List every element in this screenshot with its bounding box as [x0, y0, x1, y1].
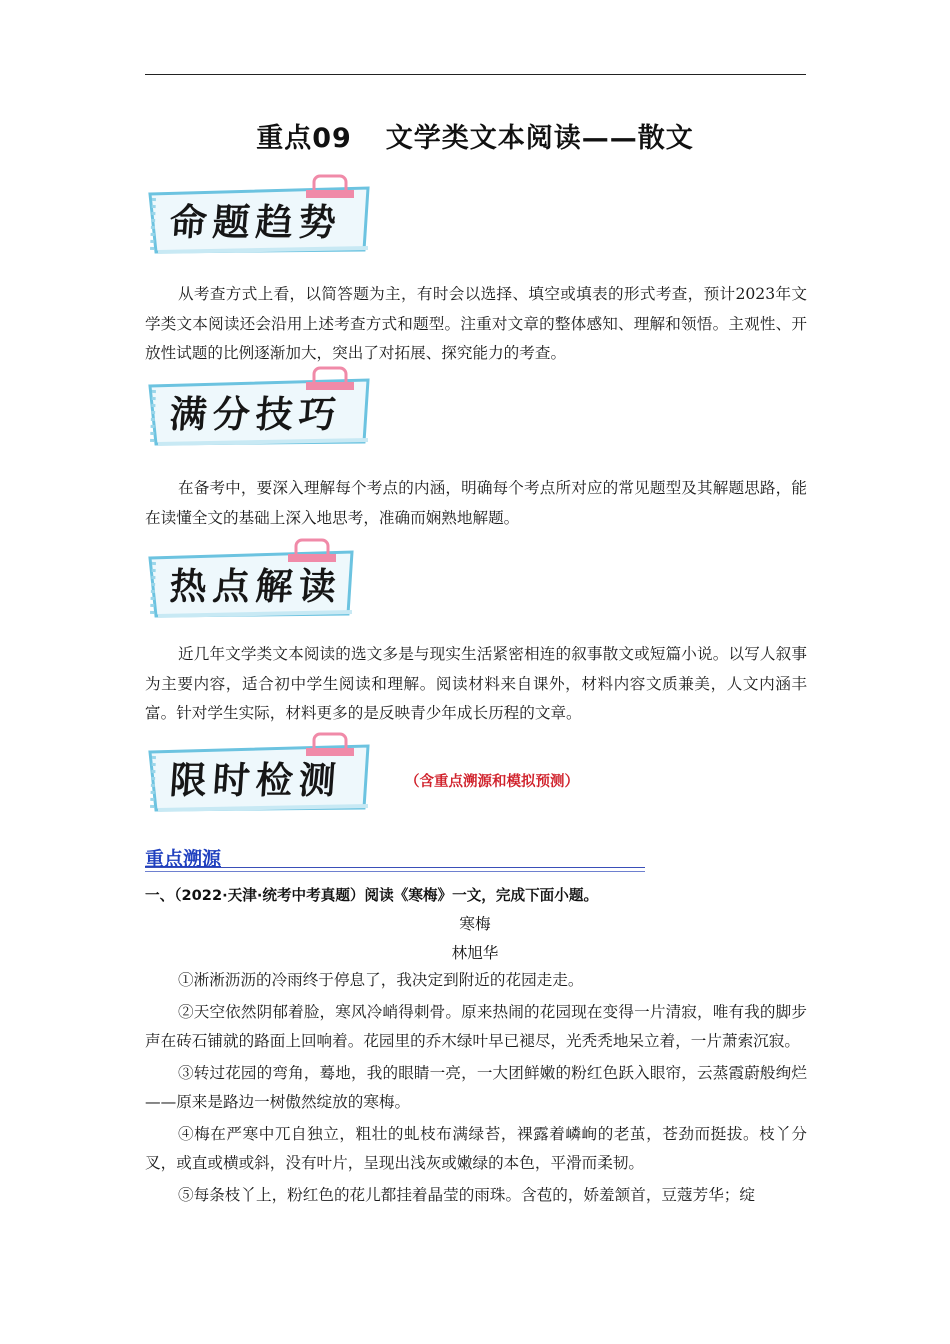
- banner-label: 热点解读: [168, 564, 344, 608]
- article-paragraph: ④梅在严寒中兀自独立，粗壮的虬枝布满绿苔，裸露着嶙峋的老茧，苍劲而挺拔。枝丫分叉，或直或横或斜，没有叶片，呈现出浅灰或嫩绿的本色，平滑而柔韧。: [145, 1124, 807, 1172]
- article-paragraph: ②天空依然阴郁着脸，寒风冷峭得刺骨。原来热闹的花园现在变得一片清寂，唯有我的脚步声在砖石铺就的路面上回响着。花园里的乔木绿叶早已褪尽，光秃秃地呆立着，一片萧索沉寂。: [145, 1002, 807, 1050]
- article-paragraph: ⑤每条枝丫上，粉红色的花儿都挂着晶莹的雨珠。含苞的，娇羞颔首，豆蔻芳华；绽: [178, 1185, 755, 1204]
- title-text: 文学类文本阅读——散文: [385, 123, 694, 154]
- banner-redian-jiedu: [146, 544, 378, 618]
- question-stem: 一、（2022·天津·统考中考真题）阅读《寒梅》一文，完成下面小题。: [145, 887, 599, 904]
- article-title: 寒梅: [459, 915, 491, 933]
- section-note: （含重点溯源和模拟预测）: [405, 774, 579, 790]
- banner-label: 满分技巧: [168, 392, 344, 436]
- subsection-rule: [145, 871, 645, 872]
- subsection-rule: [145, 867, 645, 868]
- section-paragraph: 近几年文学类文本阅读的选文多是与现实生活紧密相连的叙事散文或短篇小说。以写人叙事为主要内容，适合初中学生阅读和理解。阅读材料来自课外，材料内容文质兼美，人文内涵丰富。针对学生实际，材料更多的是反映青少年成长历程的文章。: [145, 645, 807, 722]
- article-paragraph: ③转过花园的弯角，蓦地，我的眼睛一亮，一大团鲜嫩的粉红色跃入眼帘，云蒸霞蔚般绚烂——原来是路边一树傲然绽放的寒梅。: [145, 1063, 807, 1111]
- article-author: 林旭华: [451, 944, 499, 962]
- banner-xianshi-jiance: [146, 738, 378, 812]
- banner-label: 命题趋势: [168, 200, 344, 244]
- title-code: 重点09: [256, 123, 352, 154]
- article-body: [145, 966, 807, 1212]
- page-title: [0, 116, 950, 155]
- section-paragraph: 从考查方式上看，以简答题为主，有时会以选择、填空或填表的形式考查，预计2023年文学类文本阅读还会沿用上述考查方式和题型。注重对文章的整体感知、理解和领悟。主观性、开放性试题的比例逐渐加大，突出了对拓展、探究能力的考查。: [145, 285, 807, 362]
- section-paragraph: 在备考中，要深入理解每个考点的内涵，明确每个考点所对应的常见题型及其解题思路，能在读懂全文的基础上深入地思考，准确而娴熟地解题。: [145, 479, 807, 527]
- subsection-heading: 重点溯源: [145, 848, 222, 870]
- banner-manfen-jiqiao: [146, 372, 378, 446]
- header-rule: [145, 74, 806, 75]
- banner-mingti-qushi: [146, 180, 378, 254]
- article-paragraph: ①淅淅沥沥的冷雨终于停息了，我决定到附近的花园走走。: [178, 971, 584, 989]
- banner-label: 限时检测: [168, 758, 344, 802]
